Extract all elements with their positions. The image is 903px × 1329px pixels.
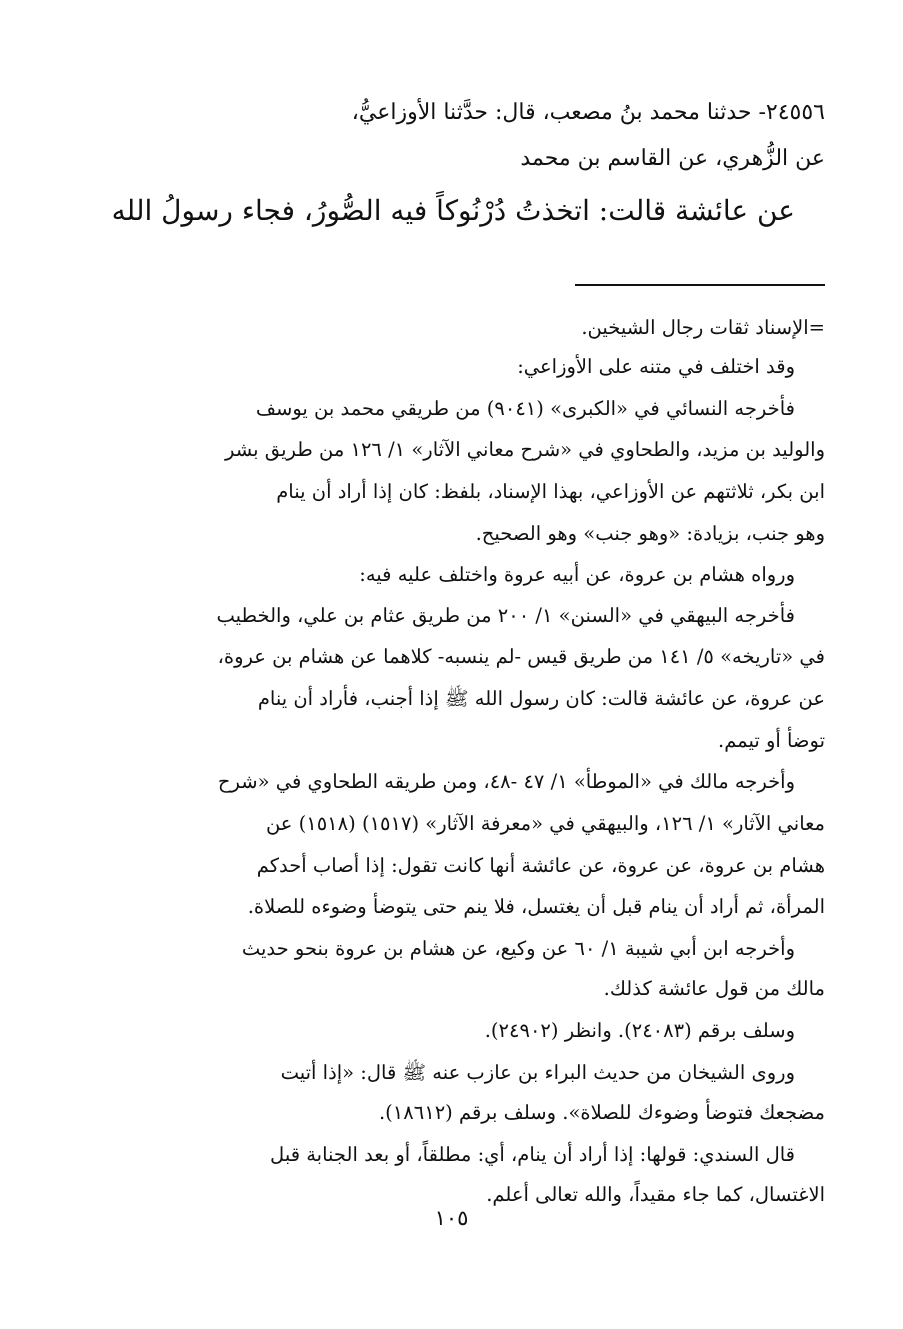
footnote-line: توضأ أو تيمم. <box>718 729 825 752</box>
footnote-line: وهو جنب، بزيادة: «وهو جنب» وهو الصحيح. <box>475 522 825 545</box>
footnote-line: الاغتسال، كما جاء مقيداً، والله تعالى أعلم. <box>486 1183 825 1206</box>
footnote-line: مضجعك فتوضأ وضوءك للصلاة». وسلف برقم (١٨٦١٢). <box>378 1101 825 1124</box>
footnote-line: وقد اختلف في متنه على الأوزاعي: <box>517 355 795 378</box>
footnote-line: وسلف برقم (٢٤٠٨٣). وانظر (٢٤٩٠٢). <box>484 1019 795 1042</box>
footnote-line: عن عروة، عن عائشة قالت: كان رسول الله ﷺ إذا أجنب، فأراد أن ينام <box>257 687 825 710</box>
footnote-line: هشام بن عروة، عن عروة، عن عائشة أنها كانت تقول: إذا أصاب أحدكم <box>256 854 825 877</box>
footnote-line: والوليد بن مزيد، والطحاوي في «شرح معاني الآثار» ١/ ١٢٦ من طريق بشر <box>225 438 825 461</box>
footnote-line: ابن بكر، ثلاثتهم عن الأوزاعي، بهذا الإسناد، بلفظ: كان إذا أراد أن ينام <box>276 480 825 503</box>
footnote-line: المرأة، ثم أراد أن ينام قبل أن يغتسل، فلا ينم حتى يتوضأ وضوءه للصلاة. <box>247 895 825 918</box>
footnote-line: في «تاريخه» ٥/ ١٤١ من طريق قيس -لم ينسبه- كلاهما عن هشام بن عروة، <box>217 645 825 668</box>
hadith-line-2: عن الزُّهري، عن القاسم بن محمد <box>520 146 825 171</box>
footnote-line: معاني الآثار» ١/ ١٢٦، والبيهقي في «معرفة الآثار» (١٥١٧) (١٥١٨) عن <box>265 812 825 835</box>
footnote-line: قال السندي: قولها: إذا أراد أن ينام، أي: مطلقاً، أو بعد الجنابة قبل <box>270 1143 795 1166</box>
footnote-divider <box>575 284 825 286</box>
page-number: ١٠٥ <box>434 1206 469 1230</box>
footnote-line: وأخرجه مالك في «الموطأ» ١/ ٤٧ -٤٨، ومن طريقه الطحاوي في «شرح <box>217 770 795 793</box>
hadith-line-1: ٢٤٥٥٦- حدثنا محمد بنُ مصعب، قال: حدَّثنا الأوزاعيُّ، <box>351 100 825 125</box>
footnote-line: مالك من قول عائشة كذلك. <box>603 977 825 1000</box>
footnote-line: =الإسناد ثقات رجال الشيخين. <box>581 316 825 339</box>
footnote-line: فأخرجه النسائي في «الكبرى» (٩٠٤١) من طريقي محمد بن يوسف <box>255 397 795 420</box>
hadith-line-3: عن عائشة قالت: اتخذتُ دُرْنُوكاً فيه الصُّورُ، فجاء رسولُ الله <box>111 194 795 227</box>
footnote-line: فأخرجه البيهقي في «السنن» ١/ ٢٠٠ من طريق عثام بن علي، والخطيب <box>216 604 795 627</box>
footnote-line: ورواه هشام بن عروة، عن أبيه عروة واختلف عليه فيه: <box>359 563 795 586</box>
footnote-line: وأخرجه ابن أبي شيبة ١/ ٦٠ عن وكيع، عن هشام بن عروة بنحو حديث <box>241 937 795 960</box>
footnote-line: وروى الشيخان من حديث البراء بن عازب عنه ﷺ قال: «إذا أتيت <box>280 1061 795 1084</box>
